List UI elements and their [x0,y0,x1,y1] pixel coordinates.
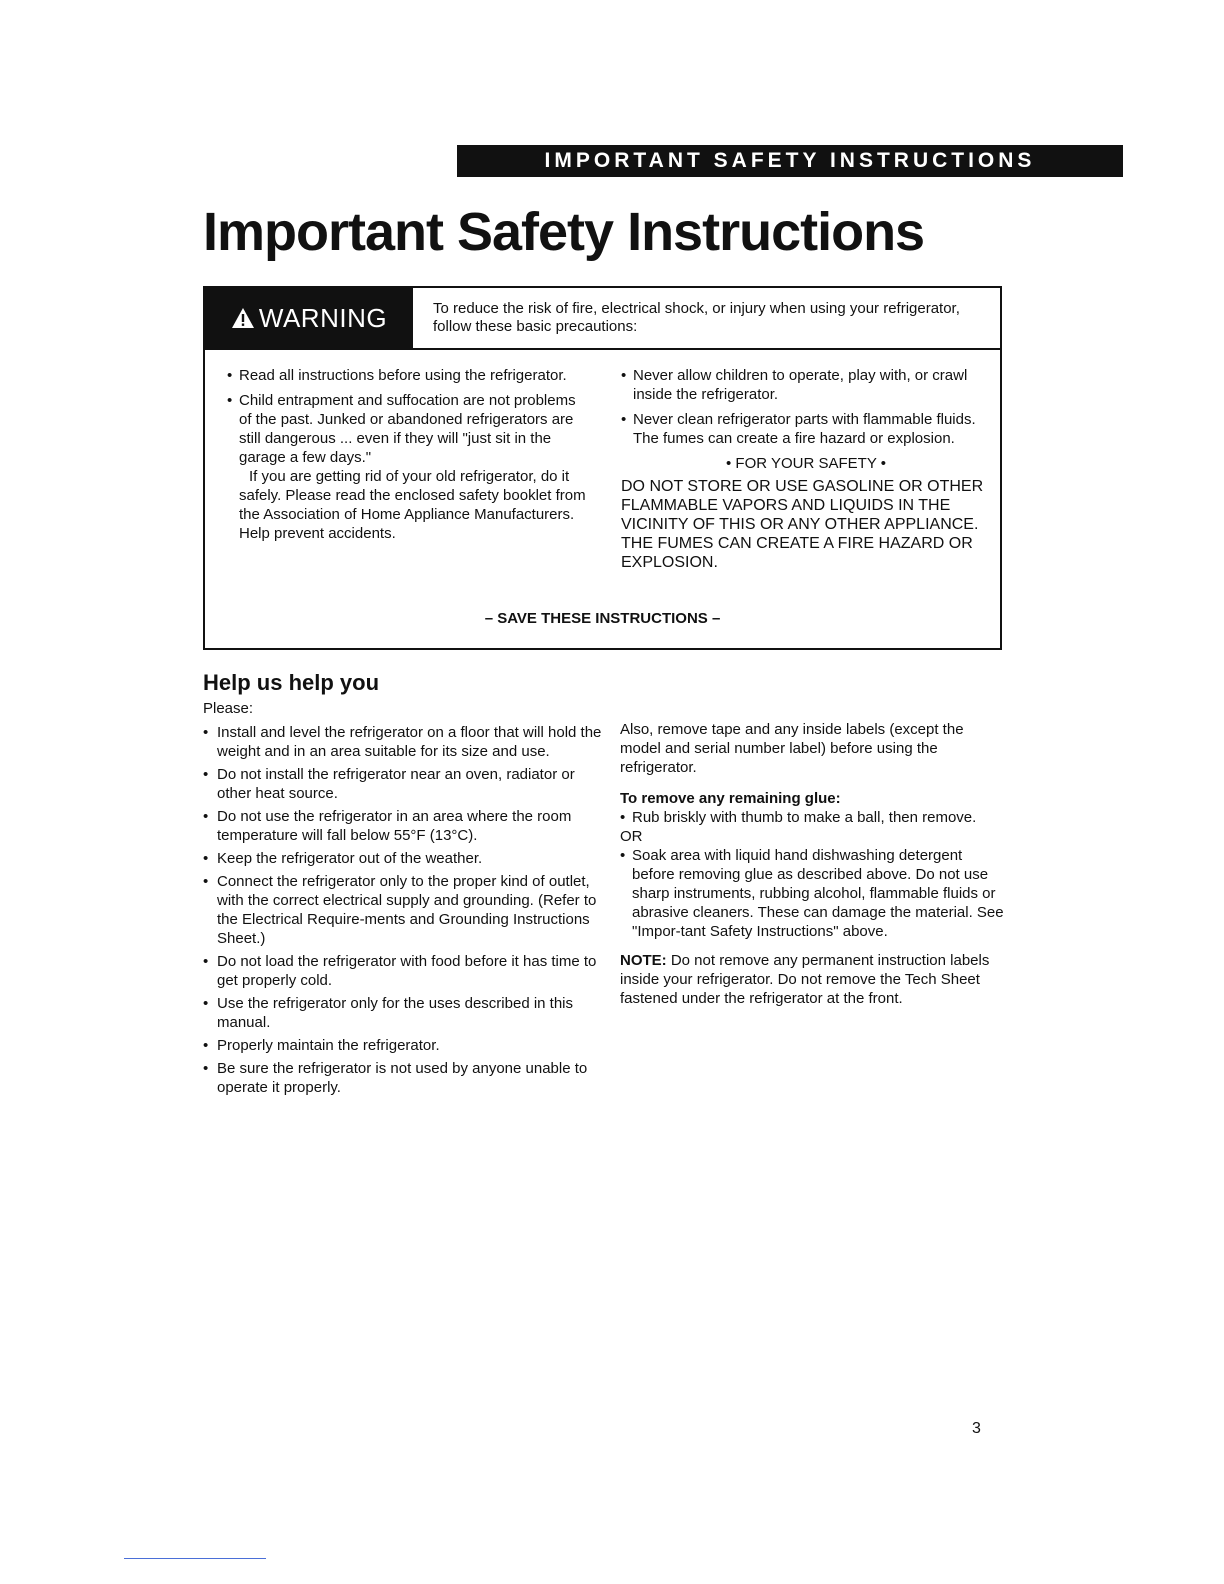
help-right-column [620,720,1005,1008]
warning-item-text: Never allow children to operate, play with, or crawl inside the refrigerator. [633,367,968,403]
help-item-text: Keep the refrigerator out of the weather. [217,850,483,867]
warning-list-item: • Read all instructions before using the refrigerator. [227,367,567,384]
help-item-text: Do not load the refrigerator with food before it has time to get properly cold. [217,953,597,989]
help-item-text: Be sure the refrigerator is not used by anyone unable to operate it properly. [217,1060,588,1096]
warning-item-text: Child entrapment and suffocation are not problems of the past. Junked or abandoned refrigerators are still dangerous ... even if they will "just sit in the garage a few days." [239,392,576,466]
help-list-item: • Do not use the refrigerator in an area where the room temperature will fall below 55°F (13°C). [203,808,572,844]
warning-list-item: • Child entrapment and suffocation are not problems of the past. Junked or abandoned refrigerators are still dangerous ... even if they will "just sit in the garage a few days." [227,392,576,466]
help-list-item: • Be sure the refrigerator is not used by anyone unable to operate it properly. [203,1060,588,1096]
page-number: 3 [972,1420,981,1437]
help-heading: Help us help you [203,670,380,695]
note-paragraph [620,951,1005,1008]
footer-rule [124,1558,266,1559]
help-item-text: Do not install the refrigerator near an oven, radiator or other heat source. [217,766,575,802]
help-list [203,723,603,1101]
glue-list-item: • Rub briskly with thumb to make a ball, then remove. [620,809,977,826]
help-item-text: Install and level the refrigerator on a floor that will hold the weight and in an area suitable for its size and use. [217,724,602,760]
note-label: NOTE: [620,952,667,969]
warning-intro: To reduce the risk of fire, electrical shock, or injury when using your refrigerator, follow these basic precautions: [433,300,960,335]
glue-list-item: • Soak area with liquid hand dishwashing detergent before removing glue as described above. Do not use sharp instruments, rubbing alcohol, flammable fluids or abrasive cleaners. These can damage the material. See "Impor-tant Safety Instructions" above. [620,847,1004,940]
warning-disposal-paragraph: If you are getting rid of your old refrigerator, do it safely. Please read the enclosed safety booklet from the Association of Home Appliance Manufacturers. Help prevent accidents. [239,468,586,542]
or-separator: OR [620,828,643,845]
warning-box [203,286,1002,650]
for-your-safety-label: • FOR YOUR SAFETY • [726,455,886,472]
page-title: Important Safety Instructions [203,202,925,262]
save-instructions-line: – SAVE THESE INSTRUCTIONS – [484,610,721,627]
warning-left-column [227,366,587,543]
warning-list-item: • Never allow children to operate, play with, or crawl inside the refrigerator. [621,367,968,403]
please-label: Please: [203,700,254,717]
warning-label [205,288,413,348]
warning-list-item: • Never clean refrigerator parts with flammable fluids. The fumes can create a fire hazard or explosion. [621,411,976,447]
warning-item-text: Never clean refrigerator parts with flammable fluids. The fumes can create a fire hazard or explosion. [633,411,976,447]
warning-header [205,288,1000,350]
help-list-item: • Connect the refrigerator only to the proper kind of outlet, with the correct electrical supply and grounding. (Refer to the Electrical Require-ments and Grounding Instructions Sheet.) [203,873,597,947]
section-header-bar [457,145,1123,177]
help-list-item: • Keep the refrigerator out of the weather. [203,850,483,867]
help-item-text: Use the refrigerator only for the uses described in this manual. [217,995,574,1031]
help-list-item: • Properly maintain the refrigerator. [203,1037,440,1054]
glue-heading: To remove any remaining glue: [620,790,841,807]
help-item-text: Properly maintain the refrigerator. [217,1037,440,1054]
help-list-item: • Do not load the refrigerator with food before it has time to get properly cold. [203,953,597,989]
gasoline-warning: DO NOT STORE OR USE GASOLINE OR OTHER FLAMMABLE VAPORS AND LIQUIDS IN THE VICINITY OF THIS OR ANY OTHER APPLIANCE. THE FUMES CAN CREATE A FIRE HAZARD OR EXPLOSION. [621,478,984,571]
remove-labels-paragraph: Also, remove tape and any inside labels (except the model and serial number label) before using the refrigerator. [620,721,964,776]
warning-label-text: WARNING [258,302,388,333]
help-item-text: Do not use the refrigerator in an area where the room temperature will fall below 55°F (13°C). [217,808,572,844]
glue-item-text: Rub briskly with thumb to make a ball, then remove. [632,809,977,826]
note-text: Do not remove any permanent instruction labels inside your refrigerator. Do not remove the Tech Sheet fastened under the refrigerator at the front. [620,952,990,1007]
help-item-text: Connect the refrigerator only to the proper kind of outlet, with the correct electrical supply and grounding. (Refer to the Electrical Require-ments and Grounding Instructions Sheet.) [217,873,597,947]
help-list-item: • Install and level the refrigerator on a floor that will hold the weight and in an area suitable for its size and use. [203,724,602,760]
help-list-item: • Do not install the refrigerator near an oven, radiator or other heat source. [203,766,575,802]
help-list-item: • Use the refrigerator only for the uses described in this manual. [203,995,574,1031]
warning-item-text: Read all instructions before using the refrigerator. [239,367,567,384]
warning-triangle-icon [231,307,255,329]
glue-item-text: Soak area with liquid hand dishwashing detergent before removing glue as described above. Do not use sharp instruments, rubbing alcohol, flammable fluids or abrasive cleaners. These can damage the material. See "Impor-tant Safety Instructions" above. [632,847,1004,940]
section-header-text: IMPORTANT SAFETY INSTRUCTIONS [544,149,1036,172]
warning-right-column [621,366,991,572]
